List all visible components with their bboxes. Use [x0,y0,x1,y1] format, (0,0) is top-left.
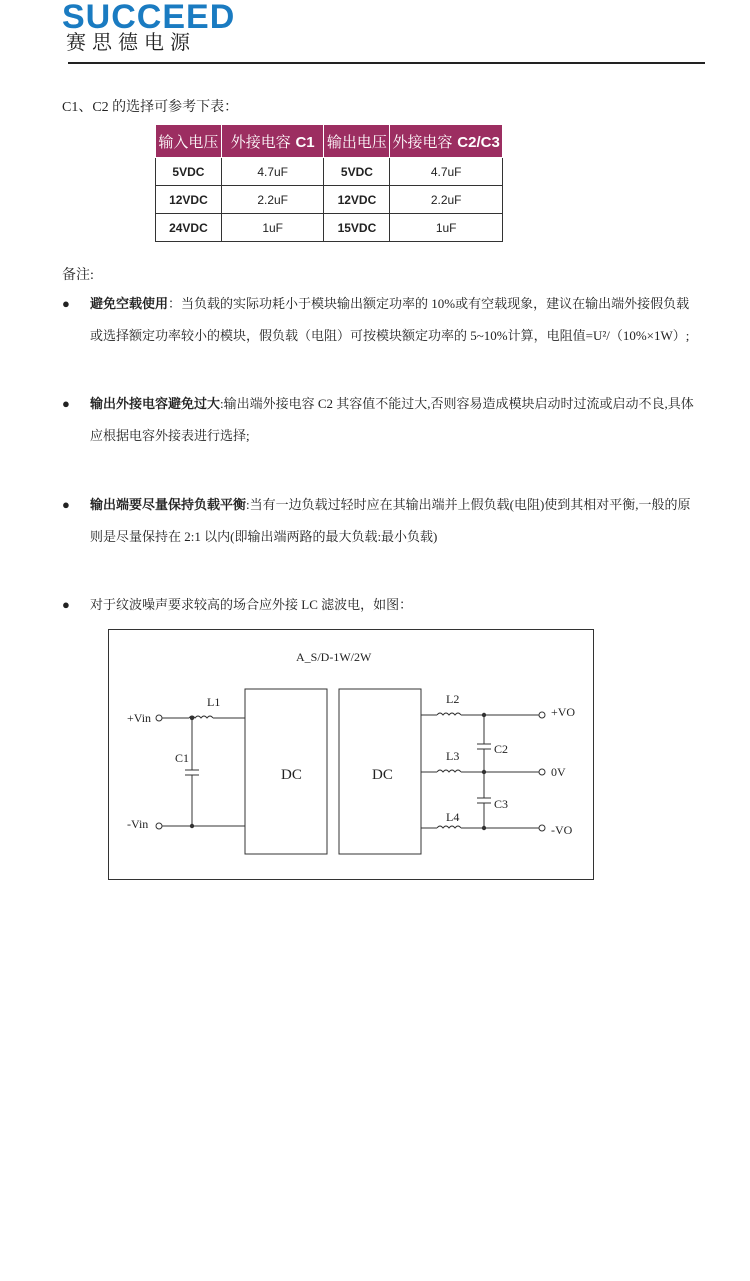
table-cell: 1uF [390,214,503,242]
notes-title: 备注: [62,268,94,283]
note-item: ● 对于纹波噪声要求较高的场合应外接 LC 滤波电，如图： [62,589,702,621]
l2-label: L2 [446,692,460,706]
intro-text: C1、C2 的选择可参考下表： [62,100,239,115]
bullet-dot-icon: ● [62,597,70,612]
table-header: 输入电压 [156,125,222,158]
bullet-dot-icon: ● [62,497,70,512]
table-header: 外接电容 C2/C3 [390,125,503,158]
table-row [156,186,503,214]
table-row [156,214,503,242]
brand-logo-cn: 赛思德电源 [66,30,196,54]
bullet-dot-icon: ● [62,396,70,411]
out-zero-label: 0V [551,765,566,779]
capacitor-table [155,124,503,242]
header-divider [68,62,705,64]
l3-label: L3 [446,749,460,763]
note-item: ● 输出外接电容避免过大:输出端外接电容 C2 其容值不能过大,否则容易造成模块启动时过流或启动不良,具体应根据电容外接表进行选择; [62,388,702,452]
table-header: 输出电压 [324,125,390,158]
table-cell: 24VDC [156,214,222,242]
table-cell: 2.2uF [390,186,503,214]
table-cell: 15VDC [324,214,390,242]
vin-neg-label: -Vin [127,817,149,831]
table-cell: 1uF [221,214,324,242]
lc-filter-diagram [108,629,594,880]
note-item: ● 输出端要尽量保持负载平衡:当有一边负载过轻时应在其输出端并上假负载(电阻)使到其相对平衡,一般的原则是尽量保持在 2:1 以内(即输出端两路的最大负载:最小负载) [62,489,702,553]
table-cell: 12VDC [156,186,222,214]
dc-left-label: DC [281,767,302,783]
brand-logo-en: SUCCEED [62,0,236,36]
circuit-title: A_S/D-1W/2W [296,650,372,664]
note-item: ● 避免空载使用：当负载的实际功耗小于模块输出额定功率的 10%或有空载现象，建议在输出端外接假负载或选择额定功率较小的模块，假负载（电阻）可按模块额定功率的 5~10%计算，电阻值=U²/（10%×1W）; [62,288,702,352]
table-cell: 4.7uF [221,158,324,186]
l1-label: L1 [207,695,221,709]
table-cell: 4.7uF [390,158,503,186]
vin-pos-label: +Vin [127,711,152,725]
out-pos-label: +VO [551,705,576,719]
table-header-row [156,125,503,158]
c2-label: C2 [494,742,509,756]
table-cell: 5VDC [156,158,222,186]
table-cell: 12VDC [324,186,390,214]
bullet-dot-icon: ● [62,296,70,311]
table-header: 外接电容 C1 [221,125,324,158]
c3-label: C3 [494,797,509,811]
l4-label: L4 [446,810,460,824]
out-neg-label: -VO [551,823,573,837]
dc-right-label: DC [372,767,393,783]
table-cell: 2.2uF [221,186,324,214]
c1-label: C1 [175,751,190,765]
table-cell: 5VDC [324,158,390,186]
table-row [156,158,503,186]
